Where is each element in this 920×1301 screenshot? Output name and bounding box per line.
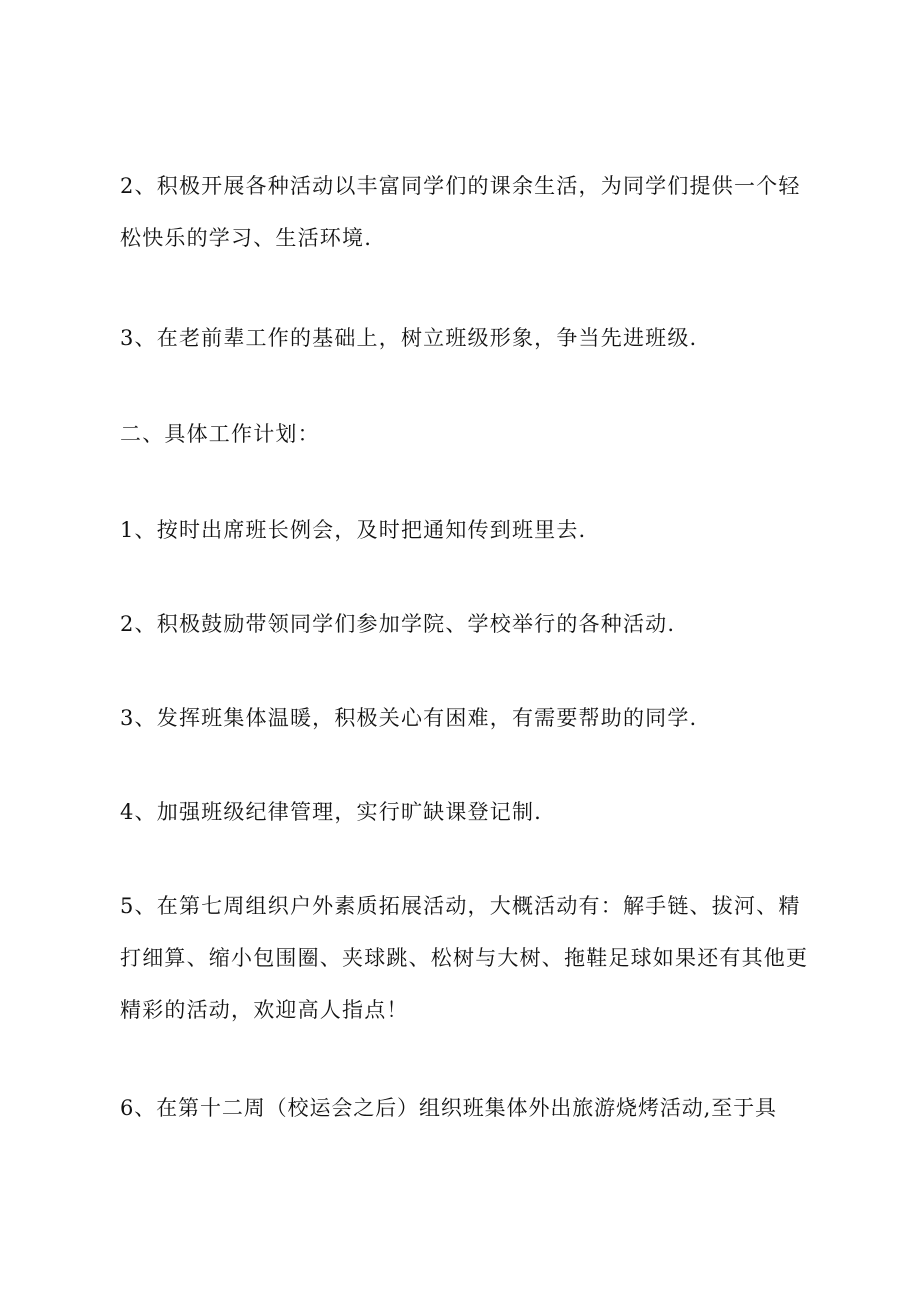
paragraph-plan-5: 5、在第七周组织户外素质拓展活动，大概活动有：解手链、拔河、精打细算、缩小包围圈、夹球跳、松树与大树、拖鞋足球如果还有其他更精彩的活动，欢迎高人指点！ bbox=[120, 894, 809, 1022]
paragraph-goal-2: 2、积极开展各种活动以丰富同学们的课余生活，为同学们提供一个轻松快乐的学习、生活环境. bbox=[120, 174, 801, 250]
paragraph-plan-3: 3、发挥班集体温暖，积极关心有困难，有需要帮助的同学. bbox=[120, 706, 698, 730]
section-heading-work-plan: 二、具体工作计划： bbox=[120, 422, 320, 446]
paragraph-goal-3: 3、在老前辈工作的基础上，树立班级形象，争当先进班级. bbox=[120, 326, 698, 350]
paragraph-plan-4: 4、加强班级纪律管理，实行旷缺课登记制. bbox=[120, 800, 543, 824]
paragraph-plan-6 bbox=[120, 1082, 820, 1134]
paragraph-plan-6-text: 6、在第十二周（校运会之后）组织班集体外出旅游烧烤活动,至于具 bbox=[120, 1096, 777, 1120]
paragraph-plan-2: 2、积极鼓励带领同学们参加学院、学校举行的各种活动. bbox=[120, 612, 676, 636]
paragraph-plan-1: 1、按时出席班长例会，及时把通知传到班里去. bbox=[120, 518, 587, 542]
